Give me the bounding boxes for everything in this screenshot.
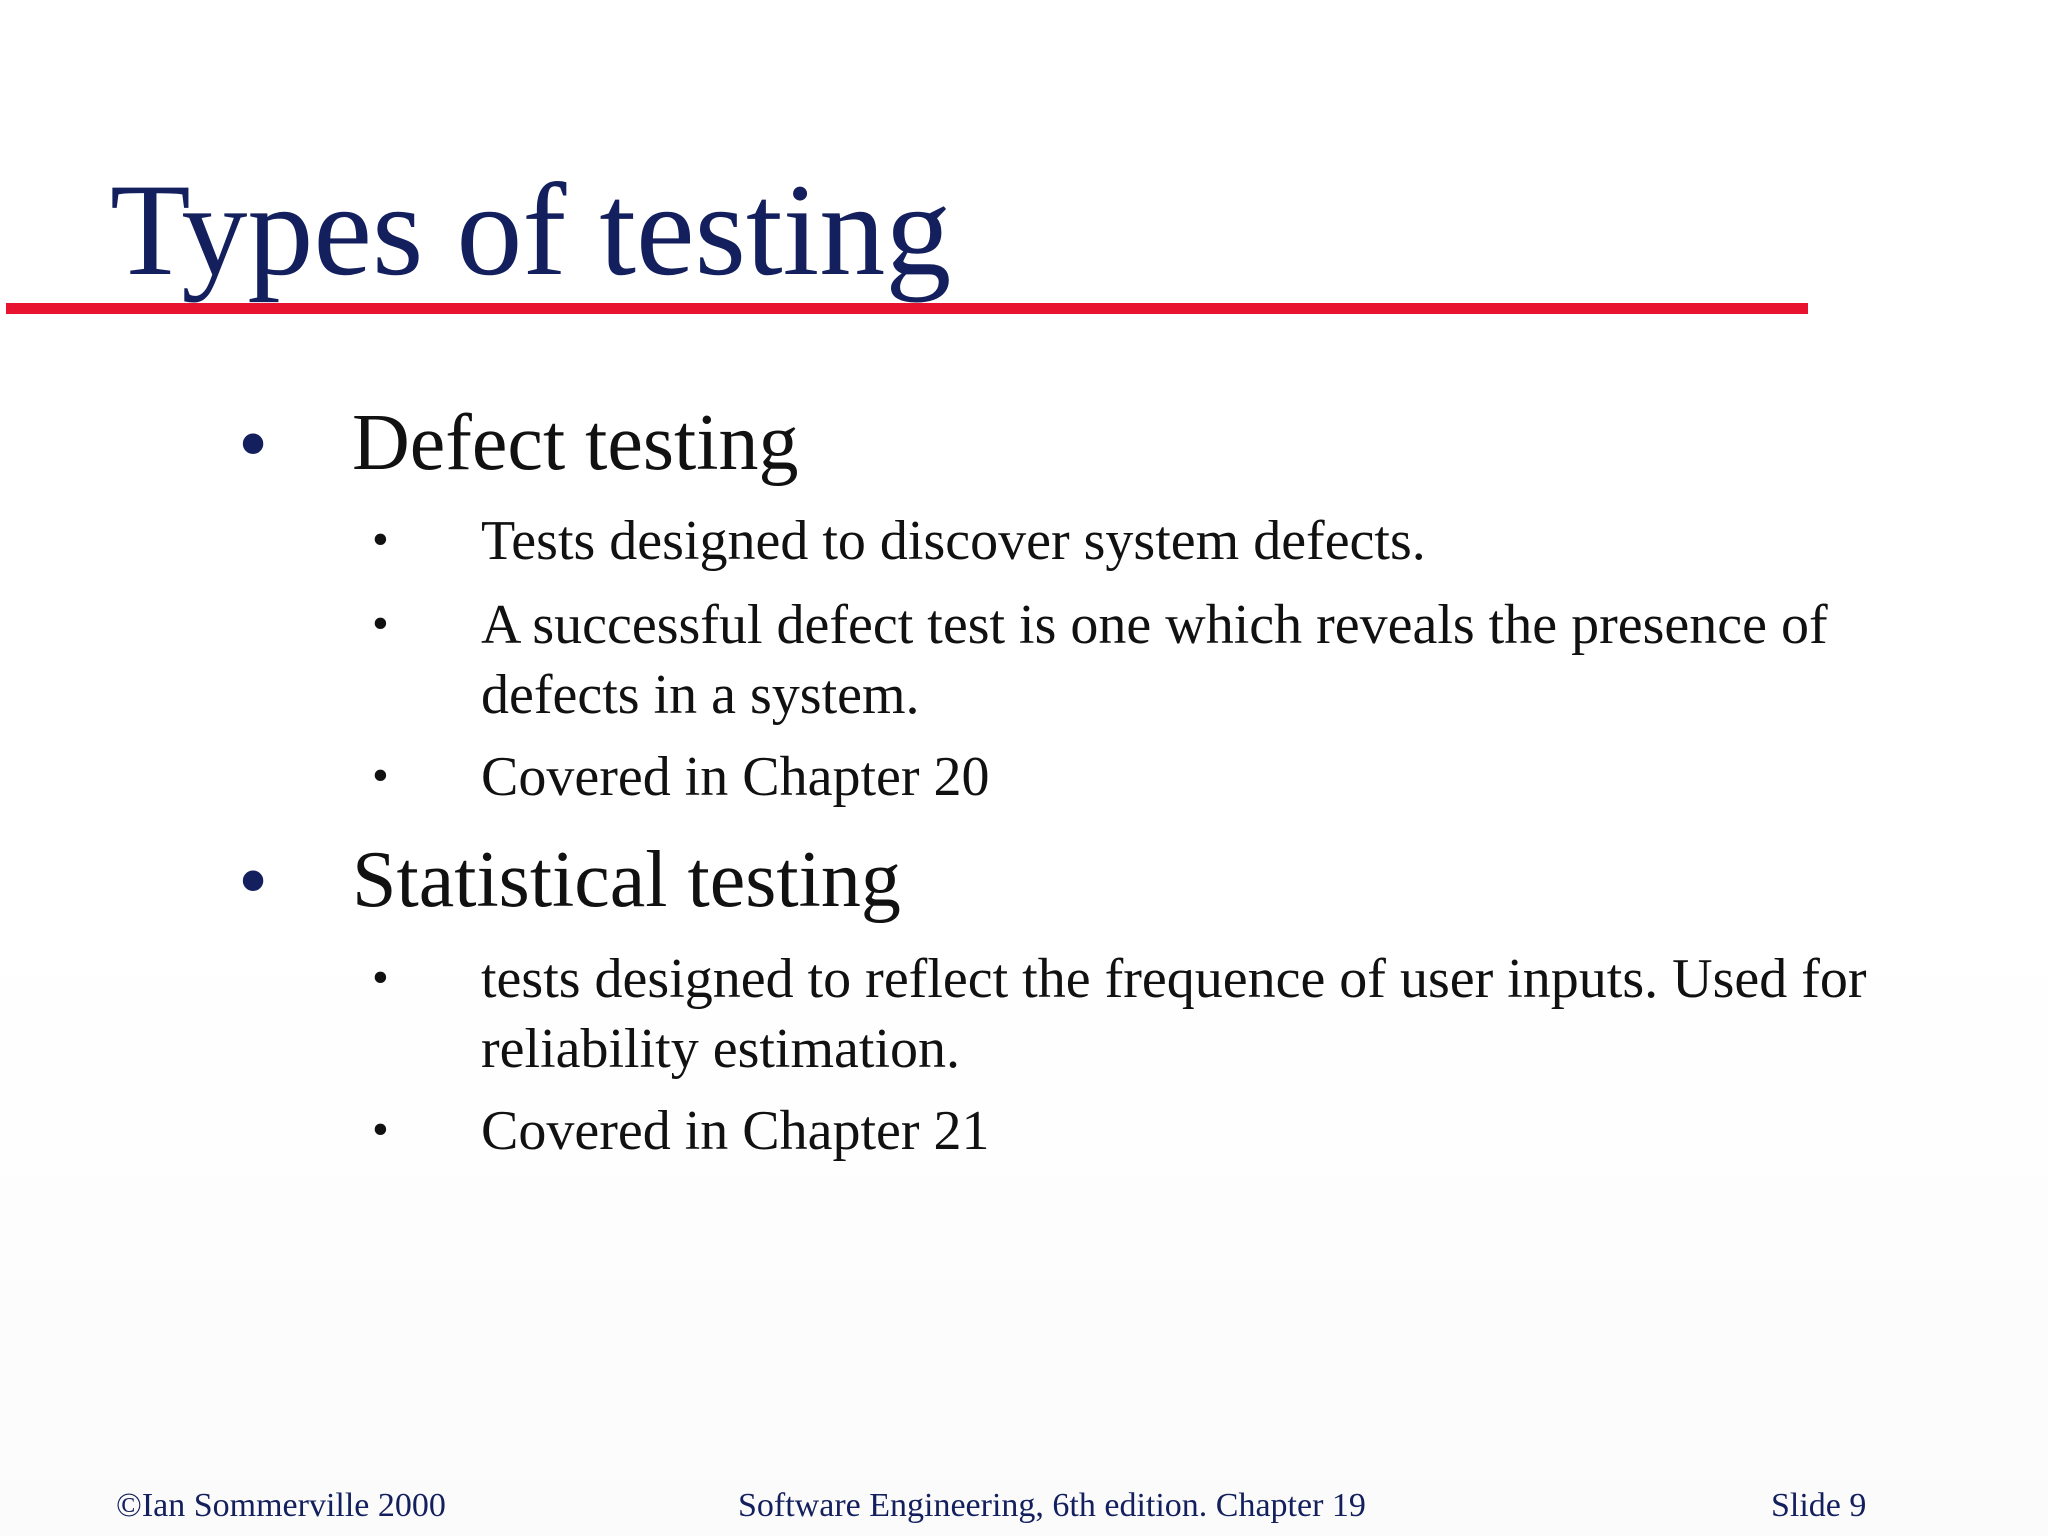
title-underline-rule: [6, 303, 1808, 314]
section-heading-statistical-testing: Statistical testing: [352, 836, 901, 924]
list-item-bullet: •: [372, 951, 389, 1004]
slide-title: Types of testing: [110, 156, 952, 303]
section-bullet-defect-testing: •: [238, 395, 269, 491]
list-item: A successful defect test is one which reveals the presence of defects in a system.: [481, 594, 1828, 726]
list-item: Tests designed to discover system defects.: [481, 510, 1426, 572]
list-item-bullet: •: [372, 749, 389, 802]
list-item-bullet: •: [372, 597, 389, 650]
section-bullet-statistical-testing: •: [238, 832, 269, 928]
list-item: tests designed to reflect the frequence of user inputs. Used for reliability estimation.: [481, 948, 1867, 1080]
list-item-bullet: •: [372, 513, 389, 566]
list-item: Covered in Chapter 20: [481, 746, 990, 808]
section-heading-defect-testing: Defect testing: [352, 399, 799, 487]
footer-slide-number: Slide 9: [1771, 1487, 1867, 1524]
list-item: Covered in Chapter 21: [481, 1100, 990, 1162]
footer-book-title: Software Engineering, 6th edition. Chapter 19: [738, 1487, 1366, 1524]
footer-copyright: ©Ian Sommerville 2000: [116, 1487, 446, 1524]
list-item-bullet: •: [372, 1103, 389, 1156]
